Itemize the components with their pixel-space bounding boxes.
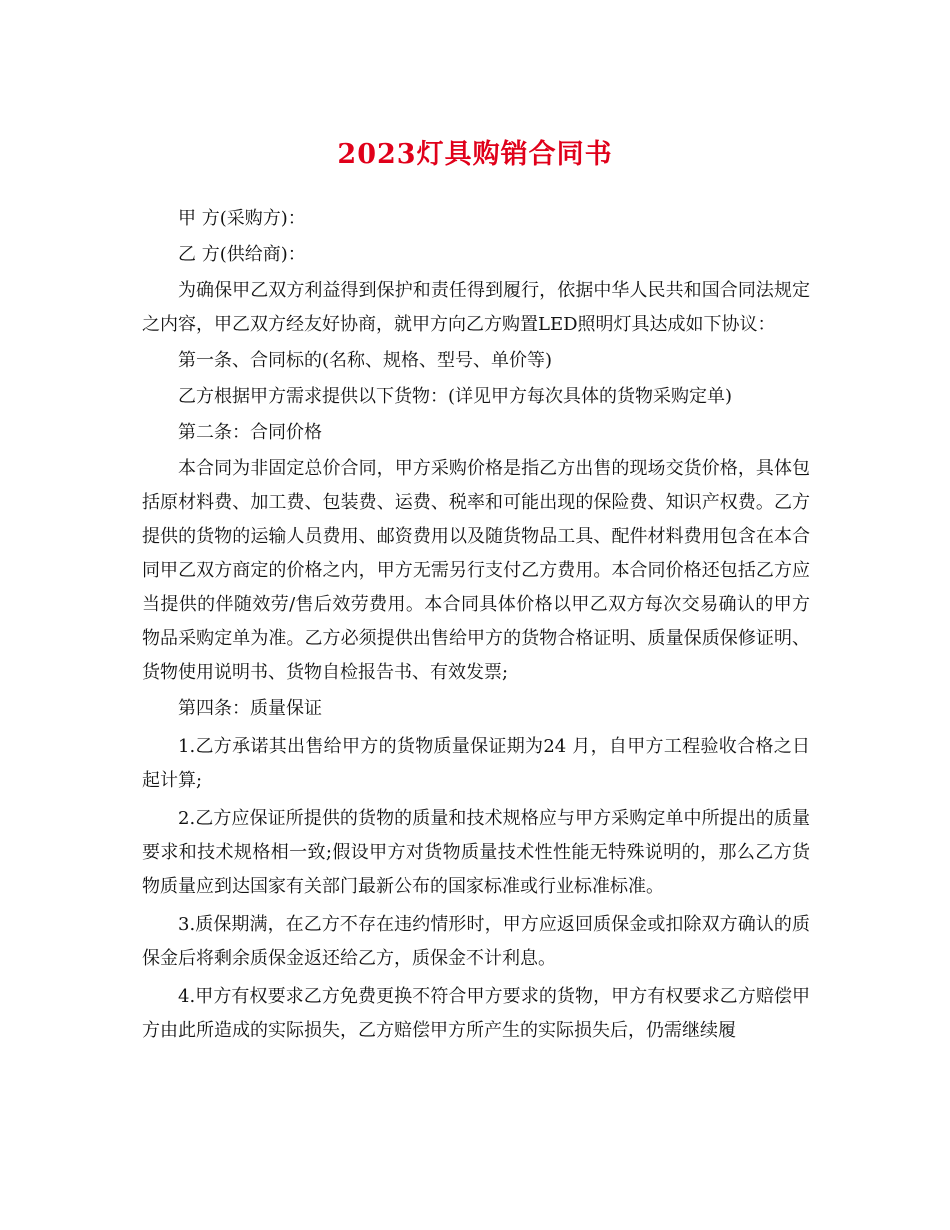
paragraph-article-1-heading: 第一条、合同标的(名称、规格、型号、单价等) — [178, 350, 553, 371]
paragraph-clause-2: 2.乙方应保证所提供的货物的质量和技术规格应与甲方采购定单中所提出的质量要求和技术规格相一致;假设甲方对货物质量技术性性能无特殊说明的，那么乙方货物质量应到达国家有关部门最新公布的国家标准或行业标准标准。 — [142, 808, 810, 897]
paragraph-article-1-body: 乙方根据甲方需求提供以下货物：(详见甲方每次具体的货物采购定单) — [178, 386, 733, 407]
paragraph-clause-3: 3.质保期满，在乙方不存在违约情形时，甲方应返回质保金或扣除双方确认的质保金后将剩余质保金返还给乙方，质保金不计利息。 — [142, 914, 810, 969]
paragraph-article-2-heading: 第二条：合同价格 — [178, 422, 322, 443]
paragraph-party-a: 甲 方(采购方)： — [178, 208, 306, 229]
paragraph-preamble: 为确保甲乙双方利益得到保护和责任得到履行，依据中华人民共和国合同法规定之内容，甲乙双方经友好协商，就甲方向乙方购置LED照明灯具达成如下协议： — [142, 280, 810, 335]
paragraph-party-b: 乙 方(供给商)： — [178, 244, 306, 265]
paragraph-article-2-body: 本合同为非固定总价合同，甲方采购价格是指乙方出售的现场交货价格，具体包括原材料费、加工费、包装费、运费、税率和可能出现的保险费、知识产权费。乙方提供的货物的运输人员费用、邮资费用以及随货物品工具、配件材料费用包含在本合同甲乙双方商定的价格之内，甲方无需另行支付乙方费用。本合同价格还包括乙方应当提供的伴随效劳/售后效劳费用。本合同具体价格以甲乙双方每次交易确认的甲方物品采购定单为准。乙方必须提供出售给甲方的货物合格证明、质量保质保修证明、货物使用说明书、货物自检报告书、有效发票; — [142, 458, 810, 683]
document-body — [142, 202, 810, 1048]
paragraph-clause-1: 1.乙方承诺其出售给甲方的货物质量保证期为24 月，自甲方工程验收合格之日起计算; — [142, 736, 810, 791]
document-title: 2023灯具购销合同书 — [337, 139, 613, 170]
paragraph-article-4-heading: 第四条：质量保证 — [178, 698, 322, 719]
paragraph-clause-4: 4.甲方有权要求乙方免费更换不符合甲方要求的货物，甲方有权要求乙方赔偿甲方由此所造成的实际损失，乙方赔偿甲方所产生的实际损失后，仍需继续履 — [142, 986, 810, 1041]
